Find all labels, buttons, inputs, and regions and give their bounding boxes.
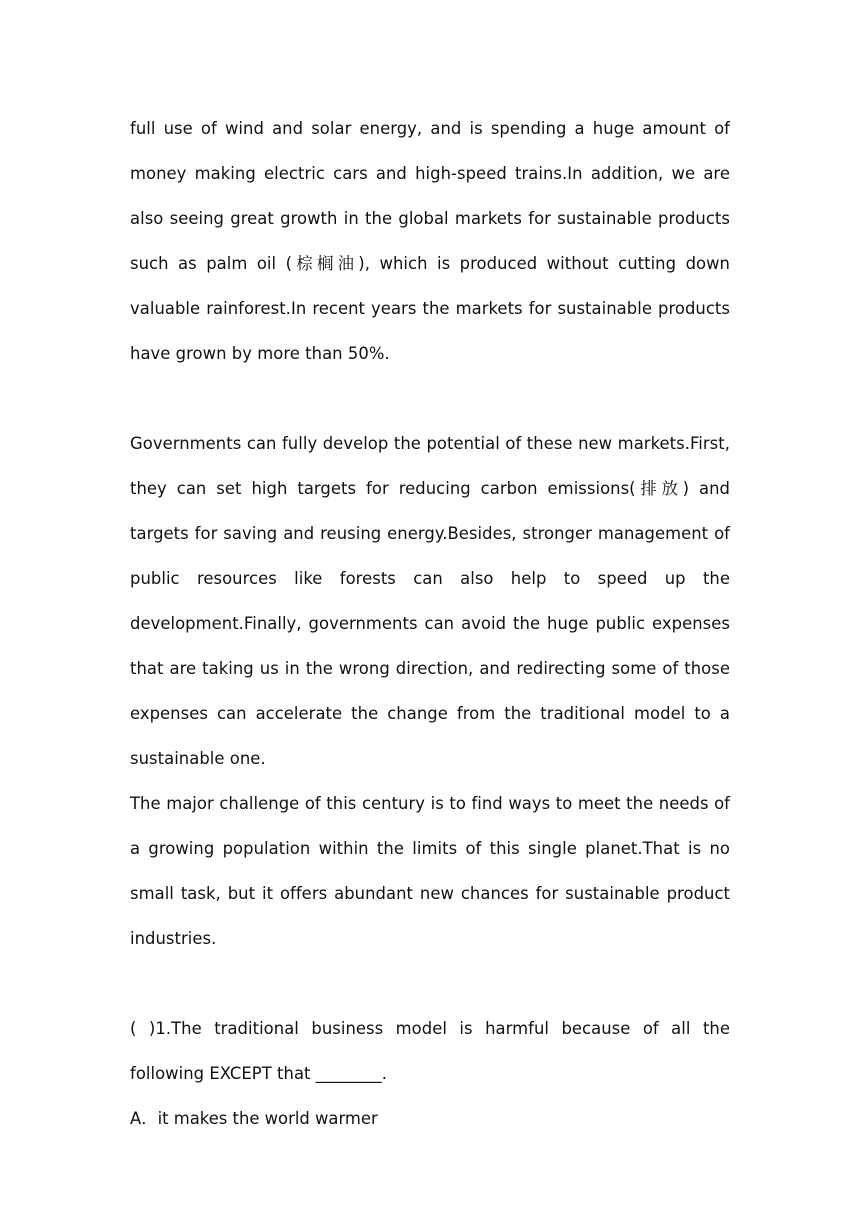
paragraph-2: Governments can fully develop the potential of these new markets.First, they can set high targets for reducing carbon emissions(排放) and targets for saving and reusing energy.Besides, stronger management of public resources like forests can also help to speed up the development.Finally, governments can avoid the huge public expenses that are taking us in the wrong direction, and redirecting some of those expenses can accelerate the change from the traditional model to a sustainable one. [130, 434, 730, 768]
question-1-option-a: A．it makes the world warmer [130, 1109, 378, 1128]
paragraph-gap [130, 376, 730, 421]
paragraph-gap [130, 961, 730, 1006]
document-page [130, 106, 730, 1141]
question-1: ( )1.The traditional business model is harmful because of all the following EXCEPT that ________. [130, 1019, 730, 1083]
paragraph-1: full use of wind and solar energy, and is spending a huge amount of money making electric cars and high-speed trains.In addition, we are also seeing great growth in the global markets for sustainable products such as palm oil (棕榈油), which is produced without cutting down valuable rainforest.In recent years the markets for sustainable products have grown by more than 50%. [130, 119, 730, 363]
paragraph-3: The major challenge of this century is to find ways to meet the needs of a growing population within the limits of this single planet.That is no small task, but it offers abundant new chances for sustainable product industries. [130, 794, 730, 948]
